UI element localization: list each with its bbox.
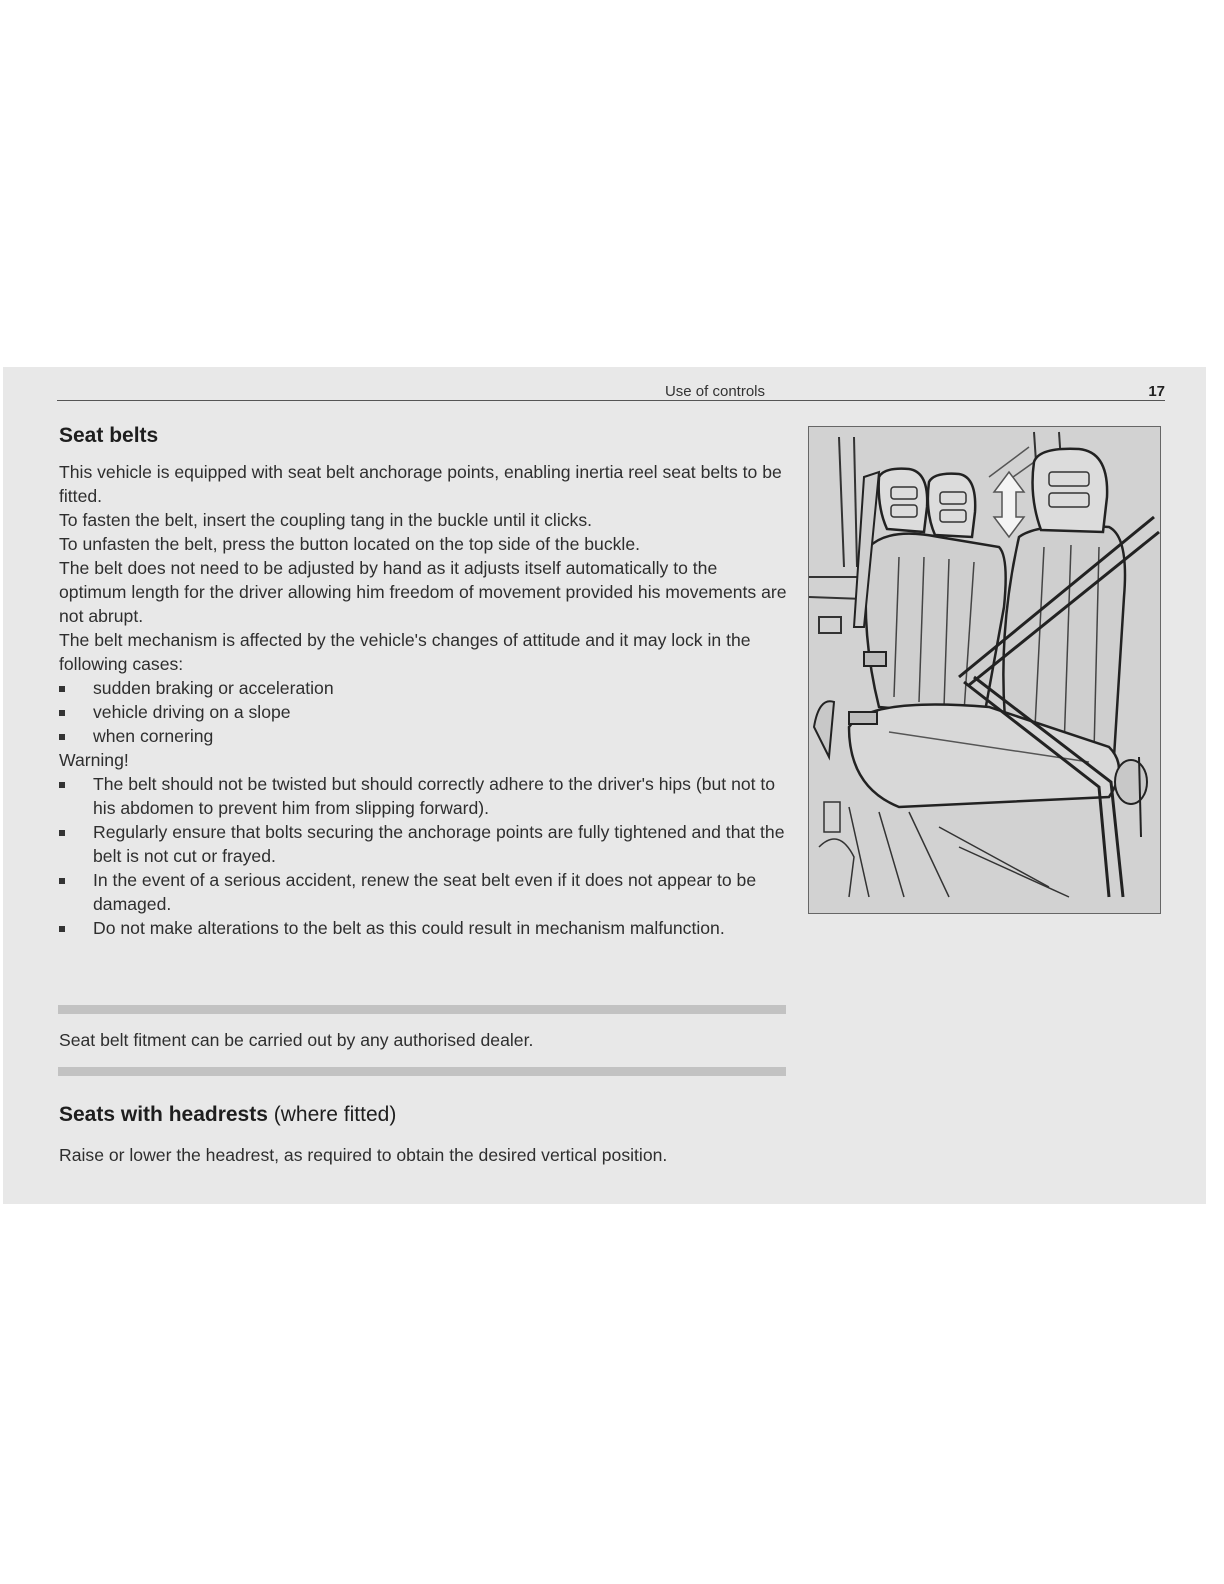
note-top-bar xyxy=(58,1005,786,1014)
list-item: The belt should not be twisted but should correctly adhere to the driver's hips (but not to his abdomen to prevent him from slipping forward). xyxy=(59,772,789,820)
seat-illustration-svg xyxy=(809,427,1160,913)
seats-text: Raise or lower the headrest, as required to obtain the desired vertical position. xyxy=(59,1145,668,1165)
list-item: when cornering xyxy=(59,724,789,748)
header-section-title: Use of controls xyxy=(664,383,766,400)
list-item: vehicle driving on a slope xyxy=(59,700,789,724)
paragraph: The belt does not need to be adjusted by hand as it adjusts itself automatically to the optimum length for the driver allowing him freedom of movement provided his movements are not abrupt. xyxy=(59,558,787,626)
note-bottom-bar xyxy=(58,1067,786,1076)
seat-belt-illustration-icon xyxy=(808,426,1161,914)
warnings-list xyxy=(59,772,789,940)
seat-belts-body xyxy=(59,460,789,940)
paragraph: To unfasten the belt, press the button located on the top side of the buckle. xyxy=(59,534,640,554)
list-item: In the event of a serious accident, renew the seat belt even if it does not appear to be damaged. xyxy=(59,868,789,916)
list-item: Do not make alterations to the belt as this could result in mechanism malfunction. xyxy=(59,916,789,940)
page-number: 17 xyxy=(1148,383,1165,400)
seat-belts-heading: Seat belts xyxy=(59,424,159,447)
note-text: Seat belt fitment can be carried out by any authorised dealer. xyxy=(59,1030,534,1050)
warning-title: Warning! xyxy=(59,750,129,770)
list-item: Regularly ensure that bolts securing the anchorage points are fully tightened and that the belt is not cut or frayed. xyxy=(59,820,789,868)
paragraph: The belt mechanism is affected by the vehicle's changes of attitude and it may lock in the following cases: xyxy=(59,630,751,674)
seats-heading xyxy=(59,1103,396,1127)
seats-heading-title: Seats with headrests xyxy=(59,1103,268,1126)
header-rule xyxy=(57,400,1165,401)
lock-cases-list xyxy=(59,676,789,748)
paragraph: To fasten the belt, insert the coupling tang in the buckle until it clicks. xyxy=(59,510,593,530)
list-item: sudden braking or acceleration xyxy=(59,676,789,700)
seats-heading-note: (where fitted) xyxy=(273,1103,397,1126)
paragraph: This vehicle is equipped with seat belt anchorage points, enabling inertia reel seat belts to be fitted. xyxy=(59,462,782,506)
